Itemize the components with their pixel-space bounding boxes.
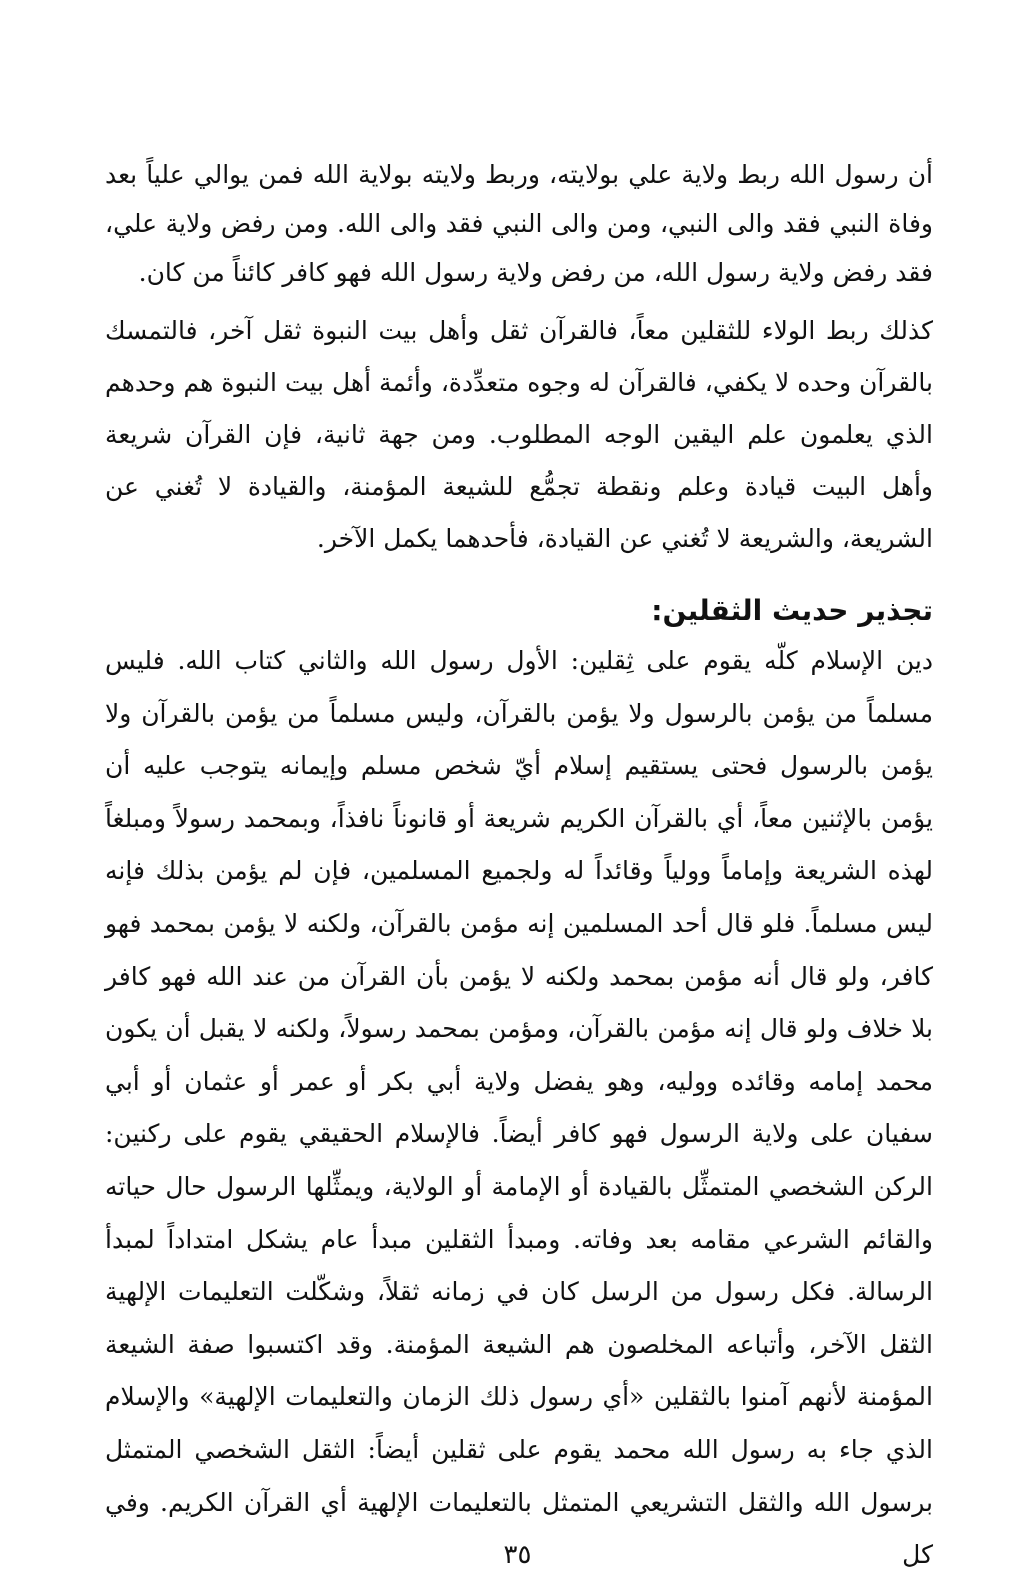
- page-body: [105, 150, 933, 1582]
- paragraph-two-weights-bond: كذلك ربط الولاء للثقلين معاً، فالقرآن ثقل وأهل بيت النبوة ثقل آخر، فالتمسك بالقرآن وحده لا يكفي، فالقرآن له وجوه متعدِّدة، وأئمة أهل بيت النبوة هم وحدهم الذي يعلمون علم اليقين الوجه المطلوب. ومن جهة ثانية، فإن القرآن شريعة وأهل البيت قيادة وعلم ونقطة تجمُّع للشيعة المؤمنة، والقيادة لا تُغني عن الشريعة، والشريعة لا تُغني عن القيادة، فأحدهما يكمل الآخر.: [105, 316, 933, 553]
- paragraph-religion-two-weights: دين الإسلام كلّه يقوم على ثِقلين: الأول رسول الله والثاني كتاب الله. فليس مسلماً من يؤمن بالرسول ولا يؤمن بالقرآن، وليس مسلماً من يؤمن بالقرآن ولا يؤمن بالرسول فحتى يستقيم إسلام أيّ شخص مسلم وإيمانه يتوجب عليه أن يؤمن بالإثنين معاً، أي بالقرآن الكريم شريعة أو قانوناً نافذاً، وبمحمد رسولاً ومبلغاً لهذه الشريعة وإماماً وولياً وقائداً له ولجميع المسلمين، فإن لم يؤمن بذلك فإنه ليس مسلماً. فلو قال أحد المسلمين إنه مؤمن بالقرآن، ولكنه لا يؤمن بمحمد فهو كافر، ولو قال أنه مؤمن بمحمد ولكنه لا يؤمن بأن القرآن من عند الله فهو كافر بلا خلاف ولو قال إنه مؤمن بالقرآن، ومؤمن بمحمد رسولاً، ولكنه لا يقبل أن يكون محمد إمامه وقائده ووليه، وهو يفضل ولاية أبي بكر أو عمر أو عثمان أو أبي سفيان على ولاية الرسول فهو كافر أيضاً. فالإسلام الحقيقي يقوم على ركنين: الركن الشخصي المتمثِّل بالقيادة أو الإمامة أو الولاية، ويمثِّلها الرسول حال حياته والقائم الشرعي مقامه بعد وفاته. ومبدأ الثقلين مبدأ عام يشكل امتداداً لمبدأ الرسالة. فكل رسول من الرسل كان في زمانه ثقلاً، وشكّلت التعليمات الإلهية الثقل الآخر، وأتباعه المخلصون هم الشيعة المؤمنة. وقد اكتسبوا صفة الشيعة المؤمنة لأنهم آمنوا بالثقلين «أي رسول ذلك الزمان والتعليمات الإلهية» والإسلام الذي جاء به رسول الله محمد يقوم على ثقلين أيضاً: الثقل الشخصي المتمثل برسول الله والثقل التشريعي المتمثل بالتعليمات الإلهية أي القرآن الكريم. وفي كل: [105, 646, 933, 1570]
- paragraph-wilayah: أن رسول الله ربط ولاية علي بولايته، وربط ولايته بولاية الله فمن يوالي علياً بعد وفاة النبي فقد والى النبي، ومن والى النبي فقد والى الله. ومن رفض ولاية علي، فقد رفض ولاية رسول الله، من رفض ولاية رسول الله فهو كافر كائناً من كان.: [105, 160, 933, 287]
- page-number: ٣٥: [503, 1540, 532, 1570]
- section-heading: تجذير حديث الثقلين:: [651, 594, 933, 627]
